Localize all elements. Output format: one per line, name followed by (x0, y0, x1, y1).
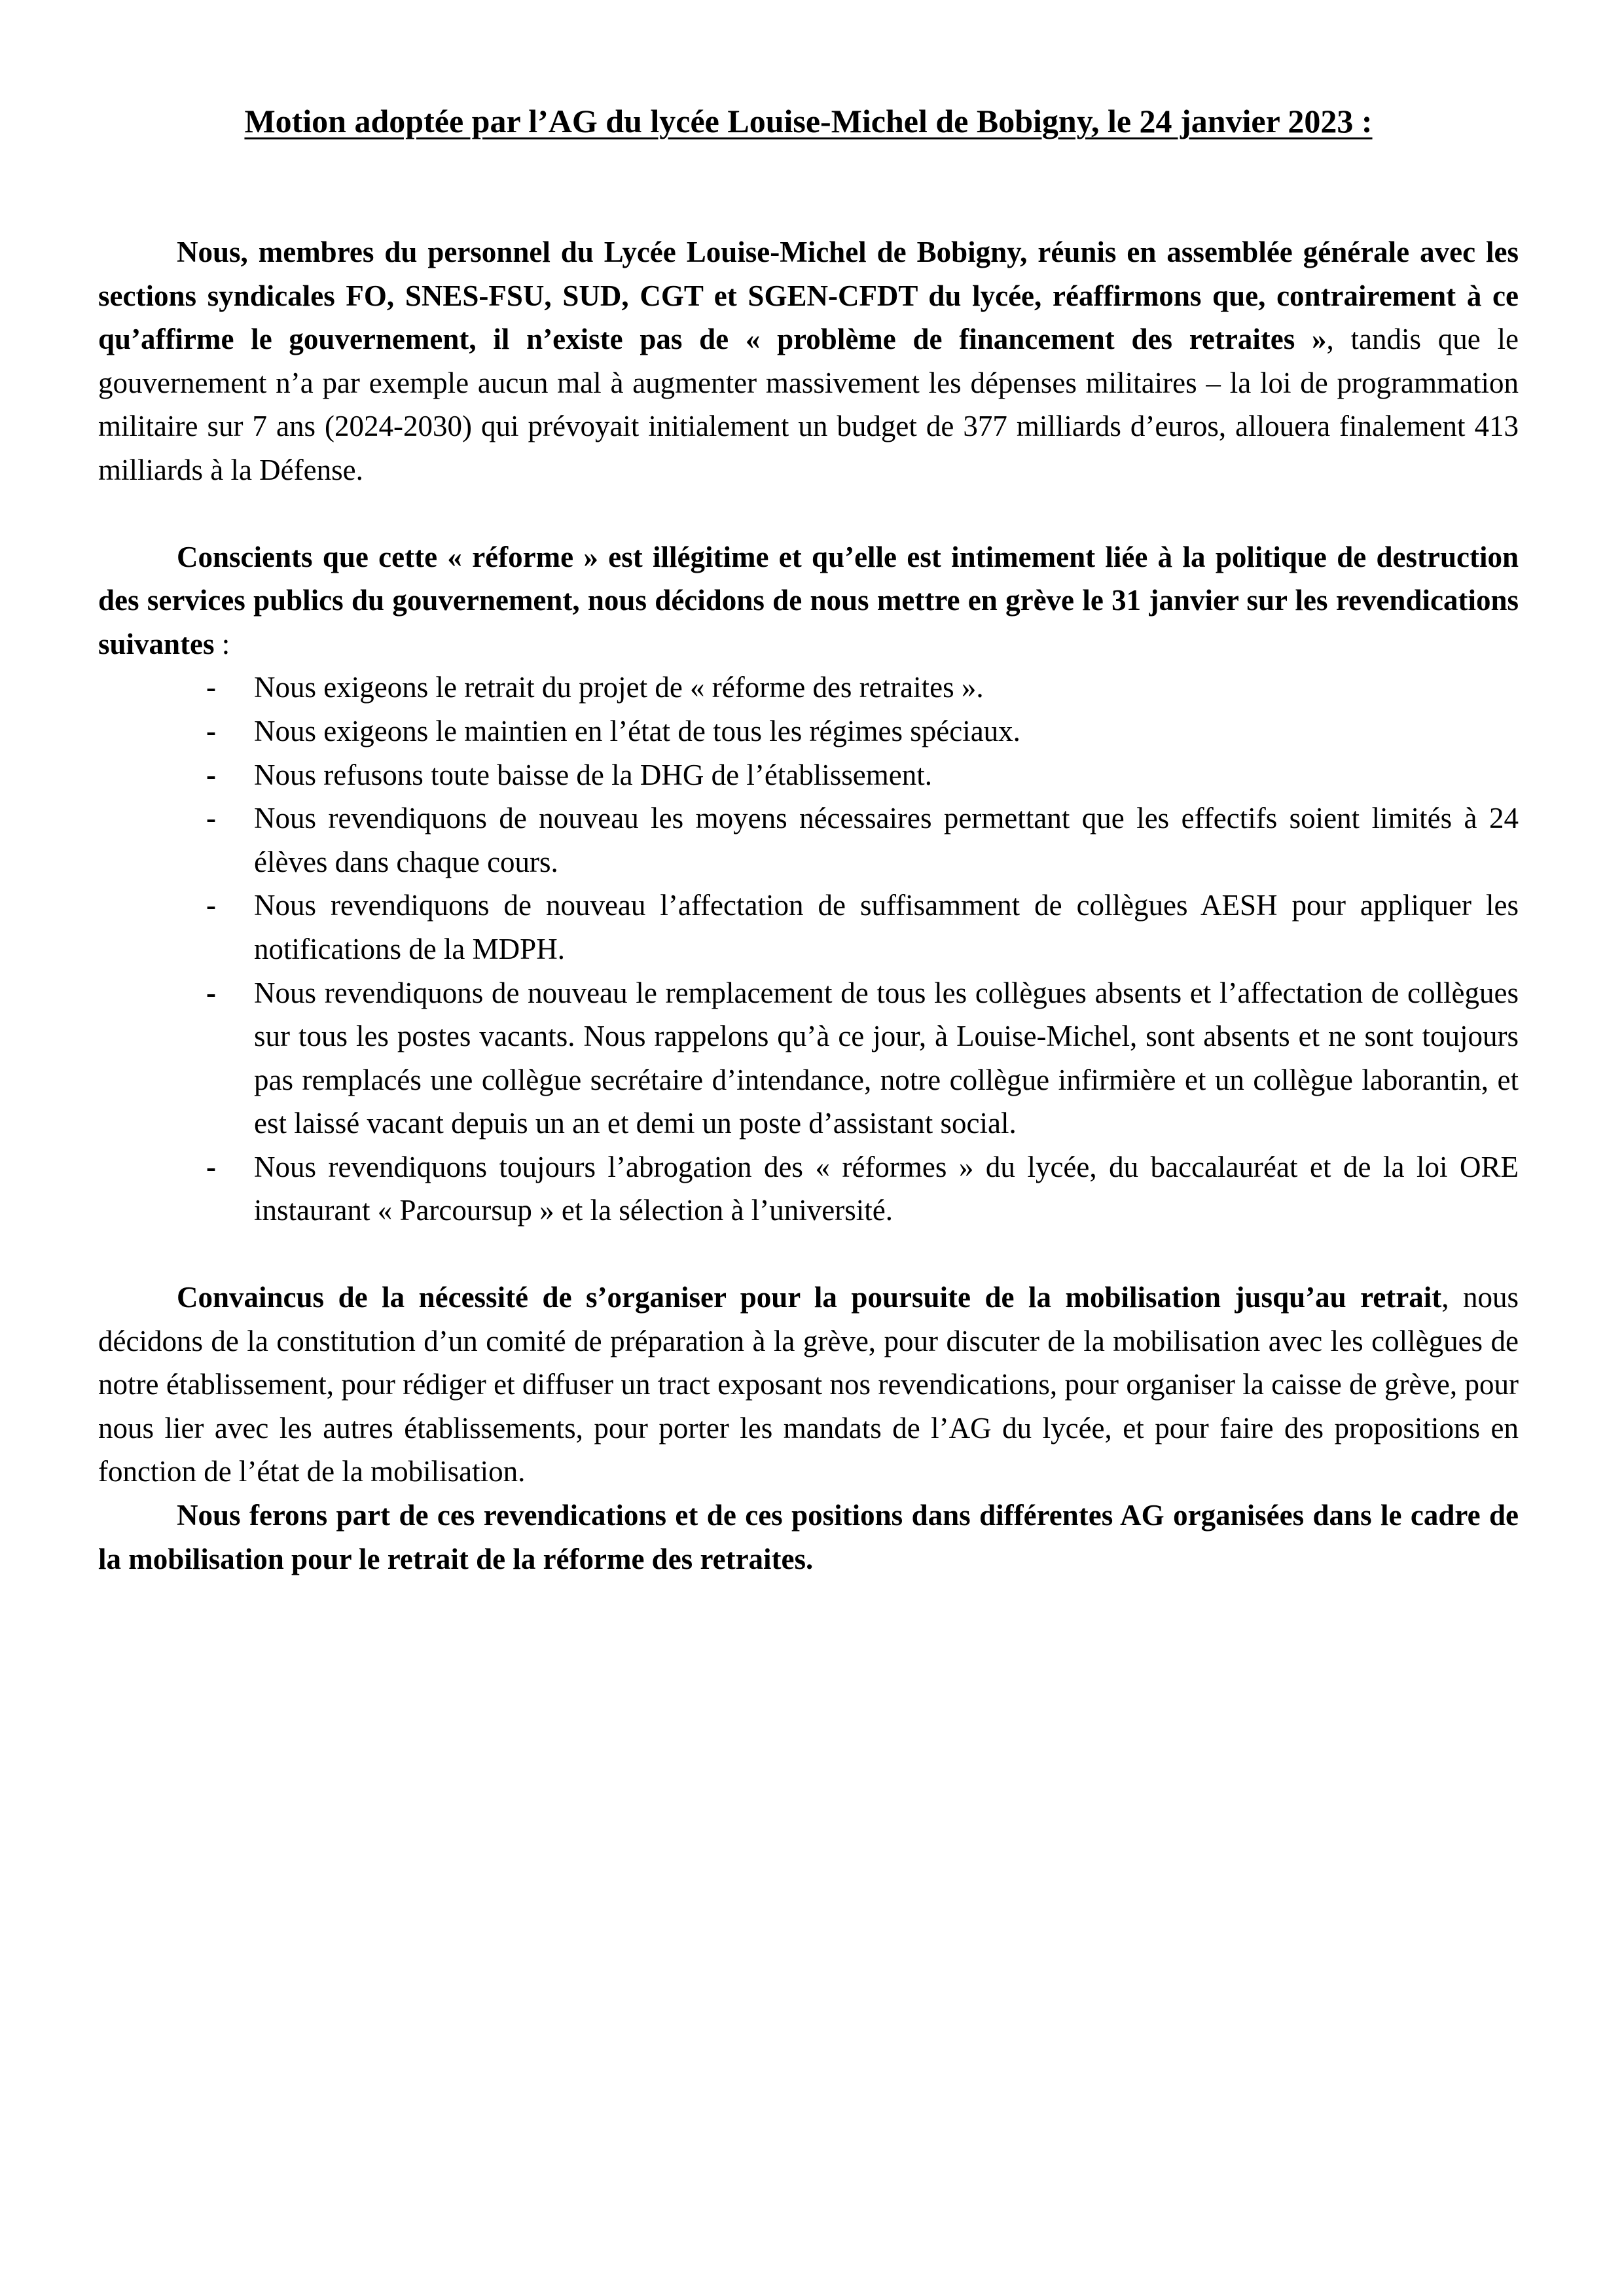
list-item-text: Nous refusons toute baisse de la DHG de l’établissement. (254, 758, 933, 791)
list-item-text: Nous exigeons le retrait du projet de « réforme des retraites ». (254, 671, 984, 704)
list-item-text: Nous exigeons le maintien en l’état de tous les régimes spéciaux. (254, 714, 1020, 747)
paragraph-strike-decision-text: : (214, 627, 230, 660)
document-title: Motion adoptée par l’AG du lycée Louise-Michel de Bobigny, le 24 janvier 2023 : (244, 103, 1373, 139)
paragraph-intro-bold: Nous, membres du personnel du Lycée Louise-Michel de Bobigny, réunis en assemblée générale avec les sections syndicales FO, SNES-FSU, SUD, CGT et SGEN-CFDT du lycée, réaffirmons que, contrairement à ce qu’affirme le gouvernement, il n’existe pas de « problème de financement des retraites » (98, 236, 1519, 356)
list-item (98, 797, 1519, 884)
list-bullet: - (206, 889, 216, 922)
list-item-text: Nous revendiquons de nouveau les moyens nécessaires permettant que les effectifs soient limités à 24 élèves dans chaque cours. (254, 802, 1519, 878)
list-item-text: Nous revendiquons de nouveau l’affectation de suffisamment de collègues AESH pour appliquer les notifications de la MDPH. (254, 889, 1519, 965)
list-item (98, 709, 1519, 753)
demands-list (98, 666, 1519, 1232)
list-item (98, 753, 1519, 797)
list-item-text: Nous revendiquons de nouveau le remplacement de tous les collègues absents et l’affectation de collègues sur tous les postes vacants. Nous rappelons qu’à ce jour, à Louise-Michel, sont absents et ne sont toujours pas remplacés une collègue secrétaire d’intendance, notre collègue infirmière et un collègue laborantin, et est laissé vacant depuis un an et demi un poste d’assistant social. (254, 976, 1519, 1140)
list-bullet: - (206, 671, 216, 704)
list-bullet: - (206, 976, 216, 1009)
list-bullet: - (206, 802, 216, 835)
list-item (98, 1145, 1519, 1232)
paragraph-strike-committee-bold: Convaincus de la nécessité de s’organiser pour la poursuite de la mobilisation jusqu’au retrait (177, 1281, 1442, 1314)
list-item (98, 666, 1519, 709)
list-bullet: - (206, 758, 216, 791)
list-bullet: - (206, 1150, 216, 1183)
list-bullet: - (206, 714, 216, 747)
list-item (98, 971, 1519, 1145)
paragraph-strike-decision (98, 535, 1519, 666)
paragraph-intro (98, 230, 1519, 492)
list-item-text: Nous revendiquons toujours l’abrogation des « réformes » du lycée, du baccalauréat et de la loi ORE instaurant « Parcoursup » et la sélection à l’université. (254, 1150, 1519, 1227)
list-item (98, 884, 1519, 971)
paragraph-strike-committee (98, 1276, 1519, 1494)
document-page (98, 98, 1519, 1581)
paragraph-strike-decision-bold: Conscients que cette « réforme » est illégitime et qu’elle est intimement liée à la politique de destruction des services publics du gouvernement, nous décidons de nous mettre en grève le 31 janvier sur les revendications suivantes (98, 540, 1519, 660)
paragraph-strike-committee-text: , nous décidons de la constitution d’un comité de préparation à la grève, pour discuter de la mobilisation avec les collègues de notre établissement, pour rédiger et diffuser un tract exposant nos revendications, pour organiser la caisse de grève, pour nous lier avec les autres établissements, pour porter les mandats de l’AG du lycée, et pour faire des propositions en fonction de l’état de la mobilisation. (98, 1281, 1519, 1488)
paragraph-conclusion: Nous ferons part de ces revendications et de ces positions dans différentes AG organisées dans le cadre de la mobilisation pour le retrait de la réforme des retraites. (98, 1499, 1519, 1575)
paragraph-intro-text: , tandis que le gouvernement n’a par exemple aucun mal à augmenter massivement les dépenses militaires – la loi de programmation militaire sur 7 ans (2024-2030) qui prévoyait initialement un budget de 377 milliards d’euros, allouera finalement 413 milliards à la Défense. (98, 323, 1519, 486)
